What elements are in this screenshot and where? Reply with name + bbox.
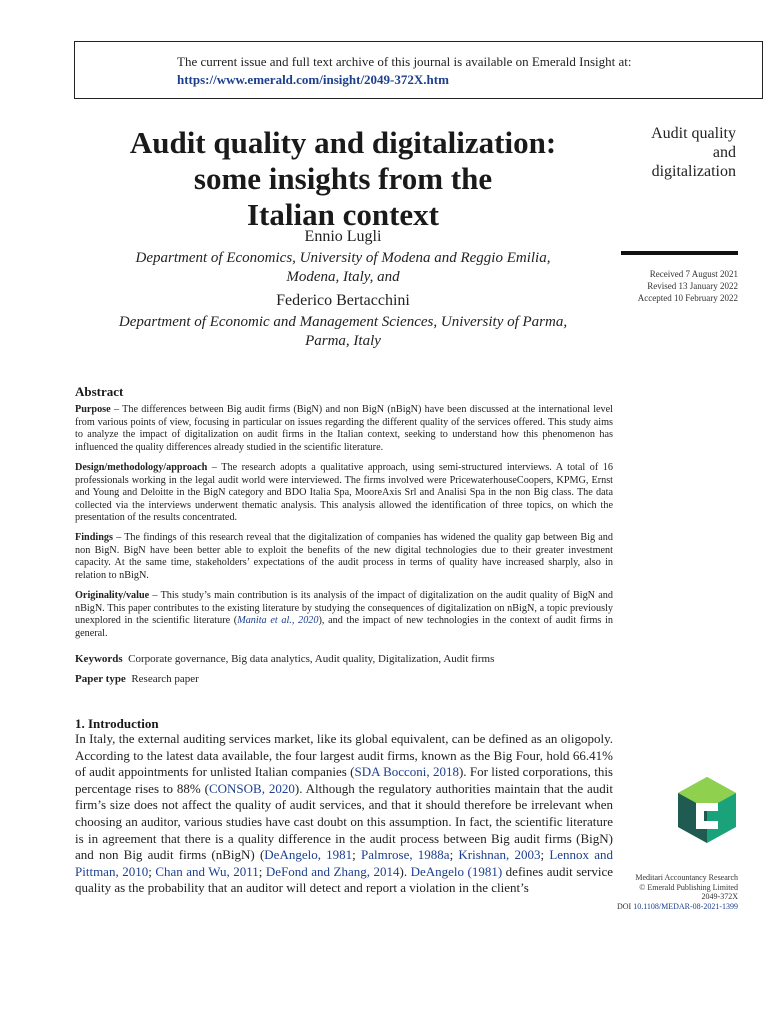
design-label: Design/methodology/approach bbox=[75, 462, 208, 473]
citation-link[interactable]: Chan and Wu, 2011 bbox=[155, 863, 259, 879]
archive-notice-text: The current issue and full text archive of this journal is available on Emerald Insight at: bbox=[177, 54, 632, 69]
body-text: defines audit service quality as the probability that an auditor will detect and report a violation in the client’s bbox=[75, 863, 614, 896]
submission-dates bbox=[578, 268, 738, 304]
originality-text: ), and the impact of new technologies in the context of audit firms in general. bbox=[75, 615, 613, 639]
separator: ; bbox=[352, 847, 361, 863]
doi-link[interactable]: 10.1108/MEDAR-08-2021-1399 bbox=[633, 901, 738, 911]
body-text: ). Although the regulatory authorities maintain that the audit firm’s size does not affect the quality of audit services, and that it should therefore be irrelevant when choosing an auditor, various studies have cast doubt on this assumption. In fact, the scientific literature is in agreement that there is a quality difference in the audit process between Big audit firms (BigN) and non Big audit firms (nBigN) ( bbox=[75, 780, 614, 863]
separator: ; bbox=[258, 863, 266, 879]
running-title-line: and bbox=[712, 144, 736, 161]
abstract-heading: Abstract bbox=[75, 384, 124, 399]
section-heading-introduction: 1. Introduction bbox=[75, 716, 159, 731]
author-affiliation bbox=[80, 313, 606, 351]
abstract-design bbox=[75, 462, 613, 525]
body-text: In Italy, the external auditing services market, like its global equivalent, can be defined as an oligopoly. According to the latest data available, the four largest audit firms, known as the Big Four, hold 66.41% of audit appointments for unlisted Italian companies ( bbox=[75, 731, 613, 780]
citation-link[interactable]: Palmrose, 1988a bbox=[360, 847, 450, 863]
findings-text: – The findings of this research reveal that the digitalization of companies has widened the quality gap between Big and non BigN. BigN have been better able to exploit the benefits of the new digital technologies due to their greater investment capacity. At the same time, stakeholders’ expectations of the audit process in terms of quality have increased sharply, also in relation to nBigN. bbox=[75, 532, 613, 581]
journal-archive-link[interactable]: https://www.emerald.com/insight/2049-372X.htm bbox=[177, 72, 449, 87]
accepted-date: Accepted 10 February 2022 bbox=[637, 293, 738, 303]
journal-name: Meditari Accountancy Research bbox=[635, 873, 738, 882]
paper-title-line-1: Audit quality and digitalization: bbox=[129, 125, 557, 160]
citation-link[interactable]: DeFond and Zhang, 2014 bbox=[265, 863, 400, 879]
separator: ; bbox=[540, 847, 550, 863]
revised-date: Revised 13 January 2022 bbox=[647, 281, 738, 291]
citation-link[interactable]: CONSOB, 2020 bbox=[208, 780, 295, 796]
originality-text: – This study’s main contribution is its analysis of the impact of digitalization on the audit quality of BigN and nBigN. This paper contributes to the existing literature by studying the consequences of digitalization on nBigN, a topic previously unexplored in the scientific literature ( bbox=[75, 590, 613, 627]
affiliation-line: Modena, Italy, and bbox=[286, 269, 400, 285]
paper-title bbox=[80, 125, 606, 233]
citation-link[interactable]: SDA Bocconi, 2018 bbox=[354, 764, 459, 780]
journal-footer bbox=[578, 873, 738, 911]
citation-link[interactable]: Manita et al., 2020 bbox=[237, 615, 319, 627]
keywords-text: Corporate governance, Big data analytics, Audit quality, Digitalization, Audit firms bbox=[128, 653, 495, 665]
originality-label: Originality/value bbox=[75, 590, 150, 601]
abstract-originality bbox=[75, 590, 613, 640]
paper-title-line-3: Italian context bbox=[246, 197, 439, 232]
paper-type-label: Paper type bbox=[75, 673, 126, 685]
purpose-text: – The differences between Big audit firms (BigN) and non BigN (nBigN) have been discussed at the international level from various points of view, focusing in particular on issues regarding the different quality of the services offered. This study aims to analyze the impact of digitalization on audit firms in the Italian context, seeking to understand how this phenomenon has influenced the quality differences already studied in the scientific literature. bbox=[75, 404, 613, 453]
running-title-line: digitalization bbox=[651, 163, 736, 180]
journal-logo-icon bbox=[676, 775, 738, 845]
body-text: ). For listed corporations, this percentage rises to 88% ( bbox=[75, 764, 613, 796]
body-text: ). bbox=[399, 863, 411, 879]
abstract-findings bbox=[75, 532, 613, 582]
author-name: Federico Bertacchini bbox=[276, 292, 410, 309]
doi-line bbox=[578, 902, 738, 912]
doi-label: DOI bbox=[616, 901, 632, 911]
citation-link[interactable]: Krishnan, 2003 bbox=[458, 847, 541, 863]
archive-notice-box bbox=[74, 41, 763, 99]
keywords-line bbox=[75, 653, 494, 665]
affiliation-line: Department of Economic and Management Sciences, University of Parma, bbox=[118, 314, 568, 330]
separator: ; bbox=[148, 863, 156, 879]
purpose-label: Purpose bbox=[75, 404, 111, 415]
introduction-paragraph bbox=[75, 731, 613, 897]
affiliation-line: Department of Economics, University of Modena and Reggio Emilia, bbox=[135, 250, 551, 266]
running-title-line: Audit quality bbox=[651, 125, 736, 142]
paper-type-line bbox=[75, 673, 199, 685]
abstract-purpose bbox=[75, 404, 613, 454]
publisher-copyright: © Emerald Publishing Limited bbox=[639, 882, 738, 892]
journal-issn: 2049-372X bbox=[701, 892, 738, 901]
citation-link[interactable]: DeAngelo, 1981 bbox=[264, 847, 353, 863]
citation-link[interactable]: Lennox and Pittman, 2010 bbox=[75, 847, 613, 879]
author-affiliation bbox=[80, 249, 606, 287]
paper-type-text: Research paper bbox=[131, 673, 199, 685]
design-text: – The research adopts a qualitative approach, using semi-structured interviews. A total of 16 professionals working in the legal audit world were interviewed. The firms involved were PricewaterhouseCoopers, KPMG, Ernst and Young and Deloitte in the BigN category and BDO Italia Spa, MooreAxis Srl and Analisi Spa in the non Big class. The data collected via the interviews underwent thematic analysis. This analysis allowed the identification of three topics, on which the presentation of the results concentrated. bbox=[75, 462, 613, 524]
paper-title-line-2: some insights from the bbox=[193, 161, 493, 196]
side-divider bbox=[621, 251, 738, 255]
affiliation-line: Parma, Italy bbox=[305, 333, 381, 349]
received-date: Received 7 August 2021 bbox=[649, 269, 738, 279]
keywords-label: Keywords bbox=[75, 653, 123, 665]
findings-label: Findings bbox=[75, 532, 113, 543]
citation-link[interactable]: DeAngelo (1981) bbox=[410, 863, 503, 879]
running-title bbox=[586, 124, 736, 181]
author-name: Ennio Lugli bbox=[304, 228, 382, 245]
separator: ; bbox=[449, 847, 459, 863]
